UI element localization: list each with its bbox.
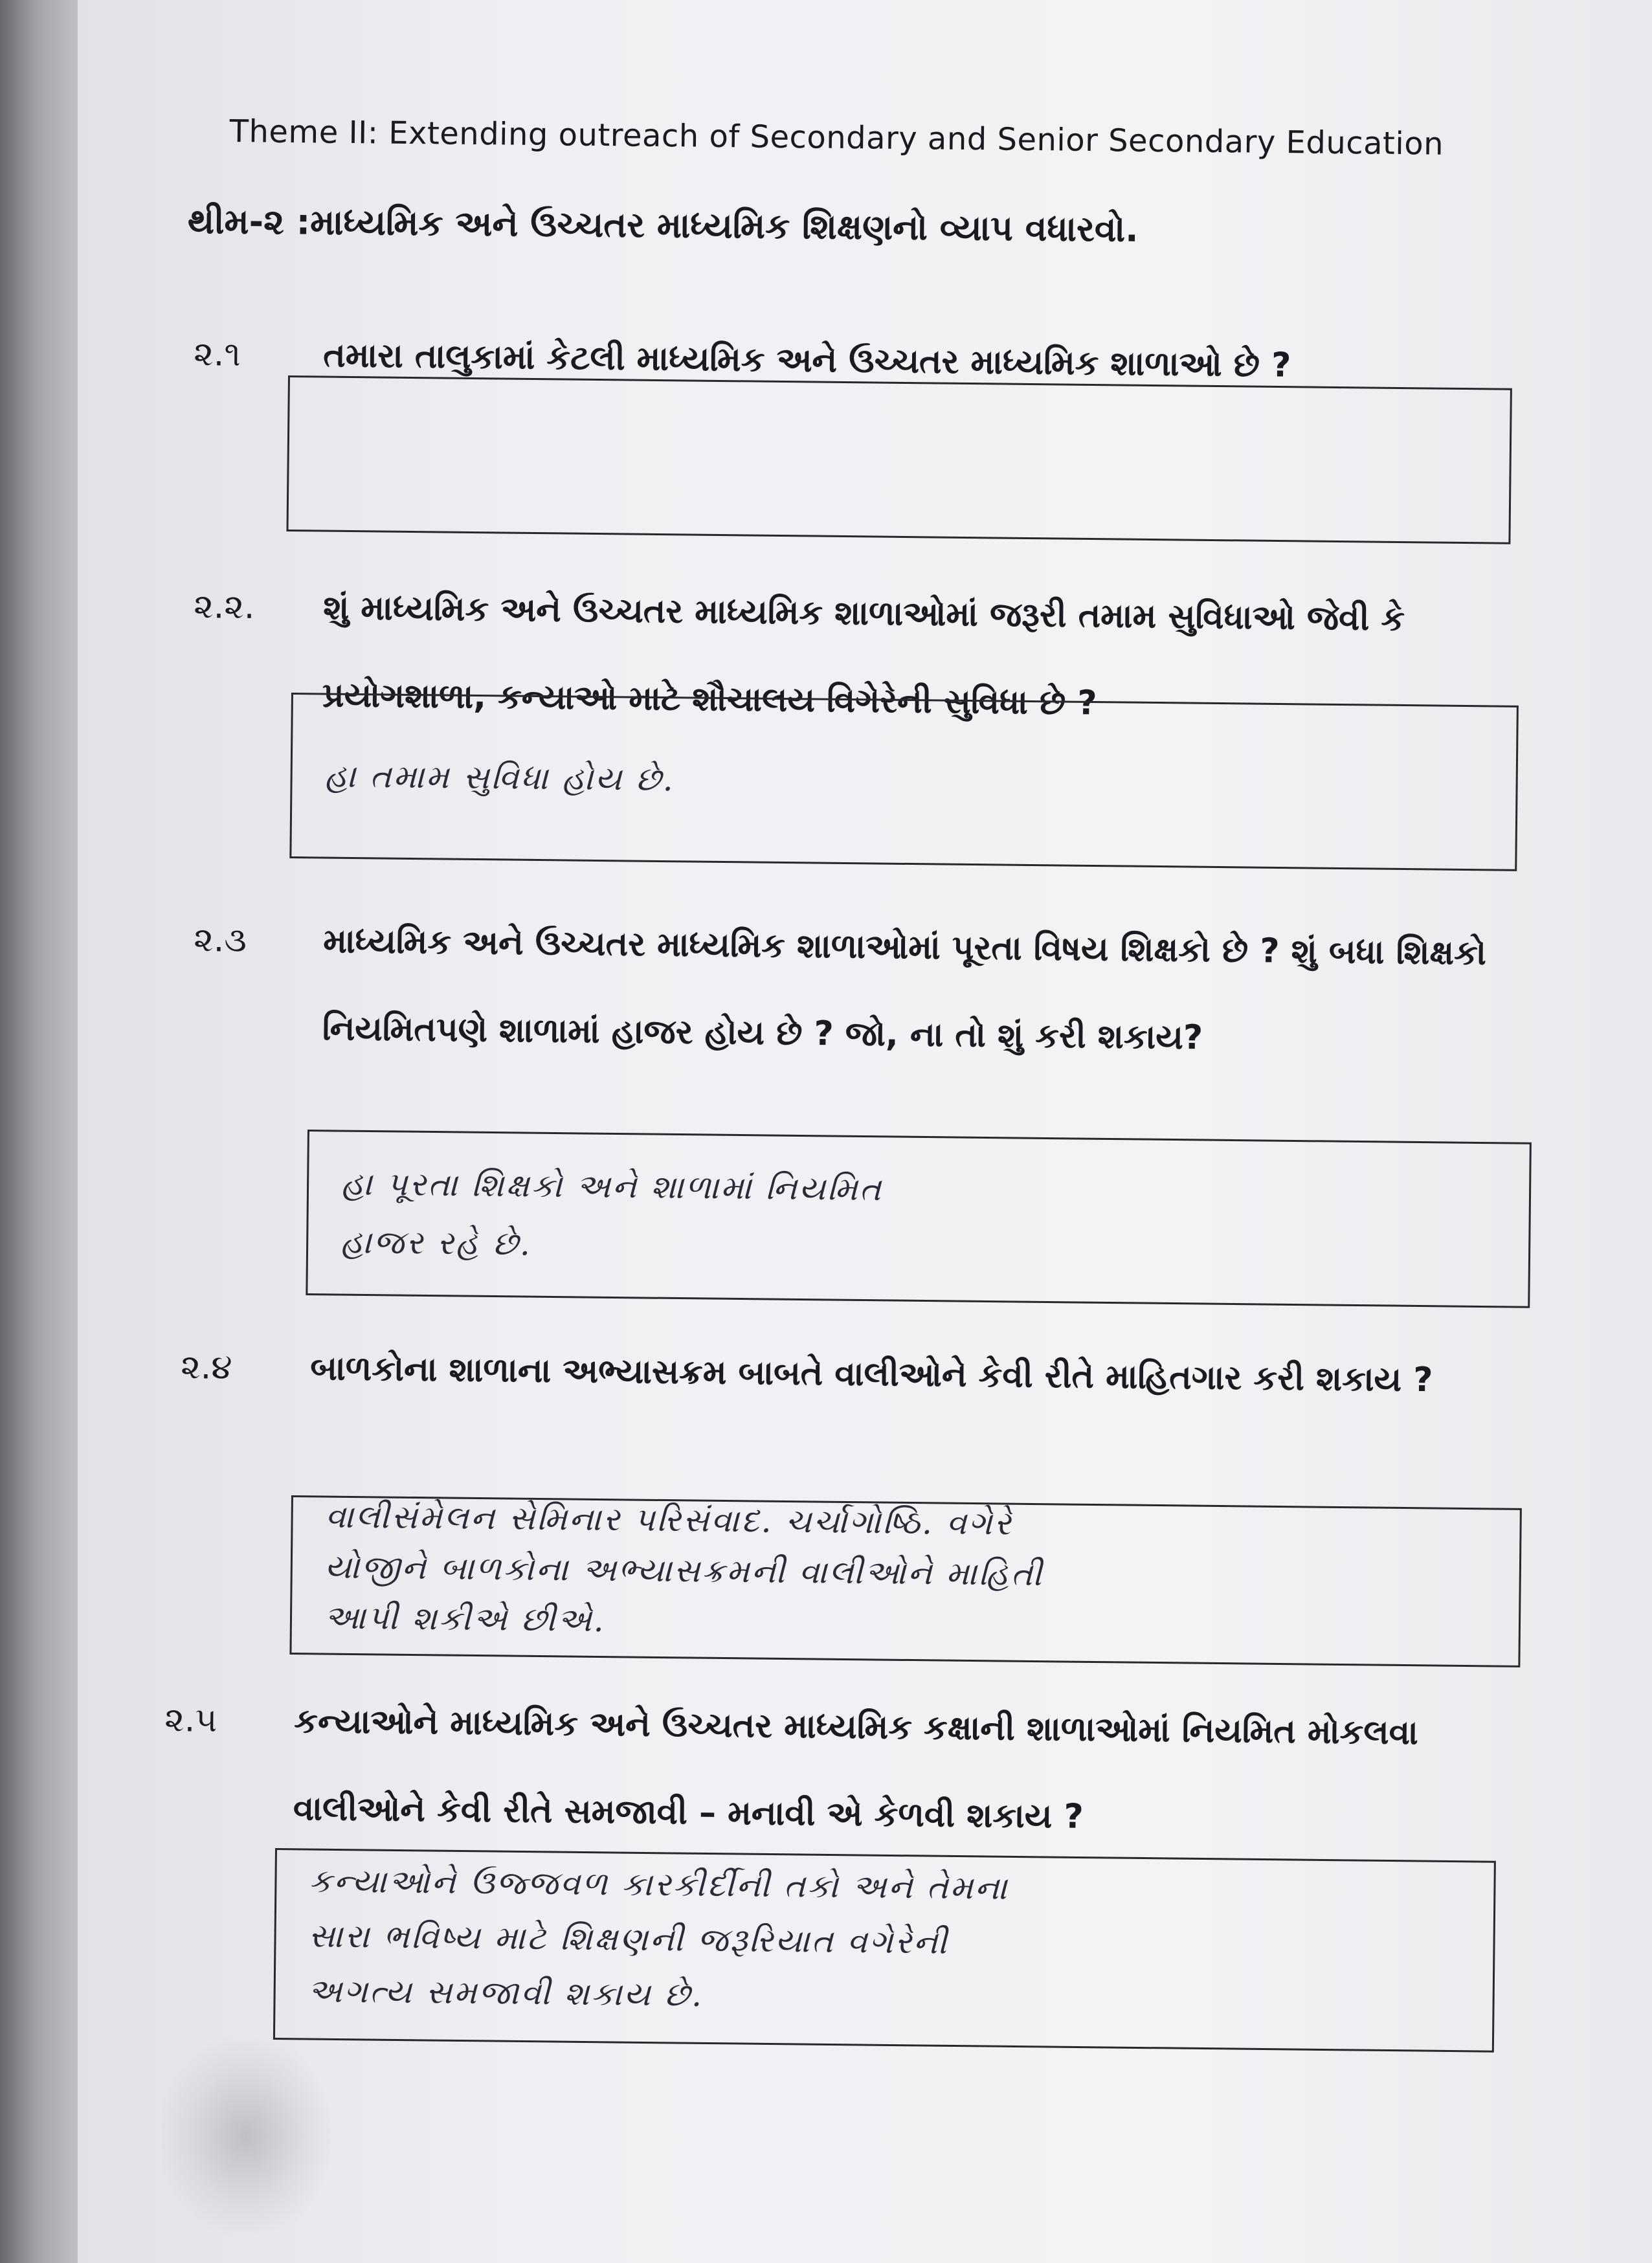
handwritten-answer: કન્યાઓને ઉજ્જવળ કારકીર્દીની તકો અને તેમના સારા ભવિષ્ય માટે શિક્ષણની જરૂરિયાત વગેરેની અગત્ય સમજાવી શકાય છે. <box>307 1862 1009 2014</box>
answer-box-2-2 <box>289 693 1519 871</box>
question-number: ૨.૫ <box>164 1700 218 1740</box>
theme-title-english: Theme II: Extending outreach of Secondary and Senior Secondary Education <box>229 113 1444 162</box>
handwritten-answer: હા પૂરતા શિક્ષકો અને શાળામાં નિયમિત હાજર રહે છે. <box>340 1165 884 1263</box>
question-text: તમારા તાલુકામાં કેટલી માધ્યમિક અને ઉચ્ચતર માધ્યમિક શાળાઓ છે ? <box>322 336 1291 385</box>
ink-smudge <box>162 2039 330 2233</box>
question-number: ૨.૧ <box>193 334 241 374</box>
answer-box-2-1 <box>286 375 1512 544</box>
handwritten-answer <box>322 417 1484 429</box>
handwritten-answer: હા તમામ સુવિધા હોય છે. <box>324 757 676 799</box>
question-text: કન્યાઓને માધ્યમિક અને ઉચ્ચતર માધ્યમિક કક્ષાની શાળાઓમાં નિયમિત મોકલવા વાલીઓને કેવી રીતે સમજાવી – મનાવી એ કેળવી શકાય ? <box>293 1702 1419 1836</box>
question-text: માધ્યમિક અને ઉચ્ચતર માધ્યમિક શાળાઓમાં પૂરતા વિષય શિક્ષકો છે ? શું બધા શિક્ષકો નિયમિતપણે શાળામાં હાજર હોય છે ? જો, ના તો શું કરી શકાય? <box>322 922 1487 1058</box>
answer-box-2-3 <box>306 1130 1532 1308</box>
handwritten-answer: વાલીસંમેલન સેમિનાર પરિસંવાદ. ચર્ચાગોષ્ઠિ. વગેરે યોજીને બાળકોના અભ્યાસક્રમની વાલીઓને માહિતી આપી શકીએ છીએ. <box>324 1497 1044 1640</box>
answer-box-2-4 <box>289 1495 1521 1667</box>
question-number: ૨.૨. <box>193 586 255 627</box>
answer-box-2-5 <box>273 1848 1496 2053</box>
question-number: ૨.૪ <box>180 1347 232 1387</box>
question-text: બાળકોના શાળાના અભ્યાસક્રમ બાબતે વાલીઓને કેવી રીતે માહિતગાર કરી શકાય ? <box>309 1349 1433 1400</box>
question-number: ૨.૩ <box>193 920 247 960</box>
question-text: શું માધ્યમિક અને ઉચ્ચતર માધ્યમિક શાળાઓમાં જરૂરી તમામ સુવિધાઓ જેવી કે પ્રયોગશાળા, કન્યાઓ માટે શૌચાલય વિગેરેની સુવિધા છે ? <box>322 588 1405 723</box>
theme-title-gujarati: થીમ-૨ :માધ્યમિક અને ઉચ્ચતર માધ્યમિક શિક્ષણનો વ્યાપ વધારવો. <box>187 201 1139 250</box>
